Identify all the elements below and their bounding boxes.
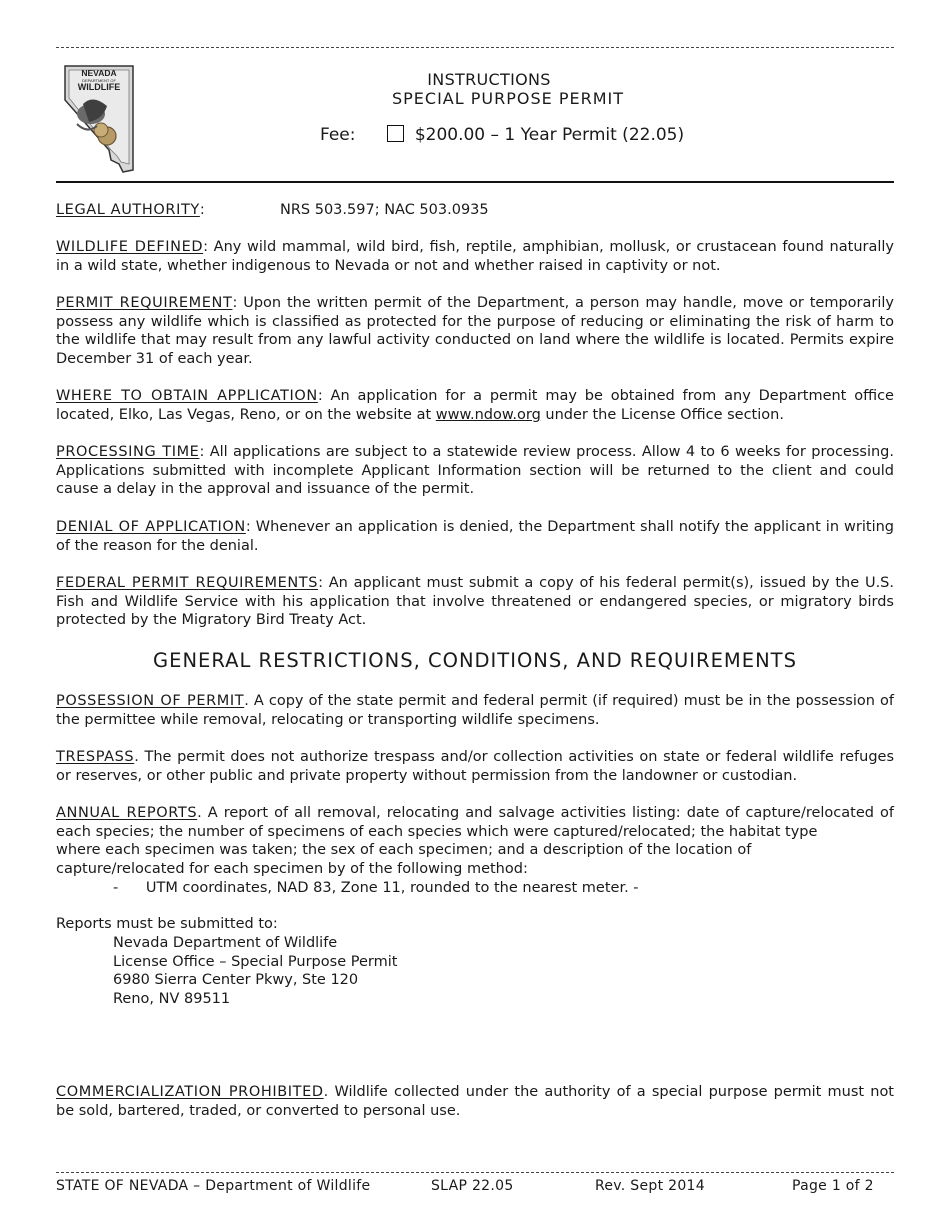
federal-permit-requirements (56, 574, 894, 630)
federal-permit-text: : An applicant must submit a copy of his federal permit(s), issued by the U.S. Fish and Wildlife Service with his application that involve threatened or endangered species, or migratory birds protected by the Migratory Bird Treaty Act. (56, 575, 894, 629)
header-rule (56, 181, 894, 183)
permit-requirement-text: : Upon the written permit of the Department, a person may handle, move or temporarily possess any wildlife which is classified as protected for the purpose of reducing or eliminating the risk of harm to the wildlife that may result from any lawful activity conducted on land where the wildlife is located. Permits expire December 31 of each year. (56, 295, 895, 367)
logo-text-mid: DEPARTMENT OF (82, 78, 116, 83)
doc-title-instructions: INSTRUCTIONS (427, 70, 551, 89)
footer-agency: STATE OF NEVADA – Department of Wildlife (56, 1178, 371, 1194)
doc-title-permit: SPECIAL PURPOSE PERMIT (392, 89, 624, 108)
possession-heading: POSSESSION OF PERMIT (56, 693, 245, 709)
wildlife-defined-text: : Any wild mammal, wild bird, fish, reptile, amphibian, mollusk, or crustacean found naturally in a wild state, whether indigenous to Nevada or not and whether raised in captivity or not. (56, 239, 894, 274)
fee-option-text: $200.00 – 1 Year Permit (22.05) (414, 125, 685, 145)
fee-checkbox[interactable] (387, 125, 404, 142)
where-to-obtain-text: : An application for a permit may be obtained from any Department office located, Elko, Las Vegas, Reno, or on the website at (56, 388, 894, 423)
fee-label: Fee: (320, 125, 356, 145)
denial-heading: DENIAL OF APPLICATION (56, 519, 246, 535)
reports-intro: Reports must be submitted to: (56, 916, 278, 932)
logo-text-top: NEVADA (81, 68, 117, 78)
processing-time (56, 443, 894, 499)
federal-permit-heading: FEDERAL PERMIT REQUIREMENTS (56, 575, 319, 591)
where-to-obtain (56, 387, 894, 424)
annual-reports-heading: ANNUAL REPORTS (56, 805, 198, 821)
wildlife-defined-heading: WILDLIFE DEFINED (56, 239, 204, 255)
top-dashed-rule (56, 47, 894, 48)
possession-text: . A copy of the state permit and federal permit (if required) must be in the possession of the permittee while removal, relocating or transporting wildlife specimens. (56, 693, 894, 728)
denial-of-application (56, 518, 894, 555)
utm-bullet: - UTM coordinates, NAD 83, Zone 11, rounded to the nearest meter. - (113, 880, 639, 896)
legal-authority-colon: : (199, 202, 205, 218)
logo-text-bot: WILDLIFE (77, 82, 121, 92)
fee-line (320, 125, 684, 145)
annual-reports-line3: capture/relocated for each specimen by of the following method: (56, 861, 528, 877)
footer-form-number: SLAP 22.05 (431, 1178, 514, 1194)
commercialization-text: . Wildlife collected under the authority of a special purpose permit must not be sold, bartered, traded, or converted to personal use. (56, 1084, 894, 1119)
where-to-obtain-heading: WHERE TO OBTAIN APPLICATION (56, 388, 318, 404)
address-line-3: 6980 Sierra Center Pkwy, Ste 120 (113, 972, 359, 988)
processing-time-text: : All applications are subject to a statewide review process. Allow 4 to 6 weeks for processing. Applications submitted with incomplete Applicant Information section will be returned to the client and could cause a delay in the approval and issuance of the permit. (56, 444, 894, 498)
commercialization-heading: COMMERCIALIZATION PROHIBITED (56, 1084, 324, 1100)
address-line-4: Reno, NV 89511 (113, 991, 231, 1007)
annual-reports (56, 804, 894, 841)
footer-dashed-rule (56, 1172, 894, 1173)
legal-authority-text: NRS 503.597; NAC 503.0935 (280, 202, 489, 218)
address-line-2: License Office – Special Purpose Permit (113, 954, 398, 970)
denial-text: : Whenever an application is denied, the Department shall notify the applicant in writing of the reason for the denial. (56, 519, 894, 554)
permit-requirement (56, 294, 894, 368)
annual-reports-line2: where each specimen was taken; the sex of each specimen; and a description of the location of (56, 842, 752, 858)
permit-requirement-heading: PERMIT REQUIREMENT (56, 295, 233, 311)
address-line-1: Nevada Department of Wildlife (113, 935, 338, 951)
commercialization-prohibited (56, 1083, 894, 1120)
trespass-text: . The permit does not authorize trespass and/or collection activities on state or federal wildlife refuges or reserves, or other public and private property without permission from the landowner or custodian. (56, 749, 894, 784)
where-to-obtain-text-after: under the License Office section. (540, 406, 784, 423)
legal-authority (56, 201, 894, 220)
legal-authority-heading: LEGAL AUTHORITY (56, 202, 200, 218)
processing-time-heading: PROCESSING TIME (56, 444, 200, 460)
general-restrictions-title: GENERAL RESTRICTIONS, CONDITIONS, AND REQUIREMENTS (153, 649, 797, 672)
trespass-heading: TRESPASS (56, 749, 135, 765)
footer-revision: Rev. Sept 2014 (595, 1178, 705, 1194)
trespass (56, 748, 894, 785)
annual-reports-line1: . A report of all removal, relocating and salvage activities listing: date of capture/relocated of each species; the number of specimens of each species which were captured/relocated; the habitat type (56, 805, 894, 840)
footer-page-number: Page 1 of 2 (792, 1178, 874, 1194)
wildlife-defined (56, 238, 894, 275)
ndow-website-link[interactable]: www.ndow.org (435, 406, 541, 423)
possession-of-permit (56, 692, 894, 729)
